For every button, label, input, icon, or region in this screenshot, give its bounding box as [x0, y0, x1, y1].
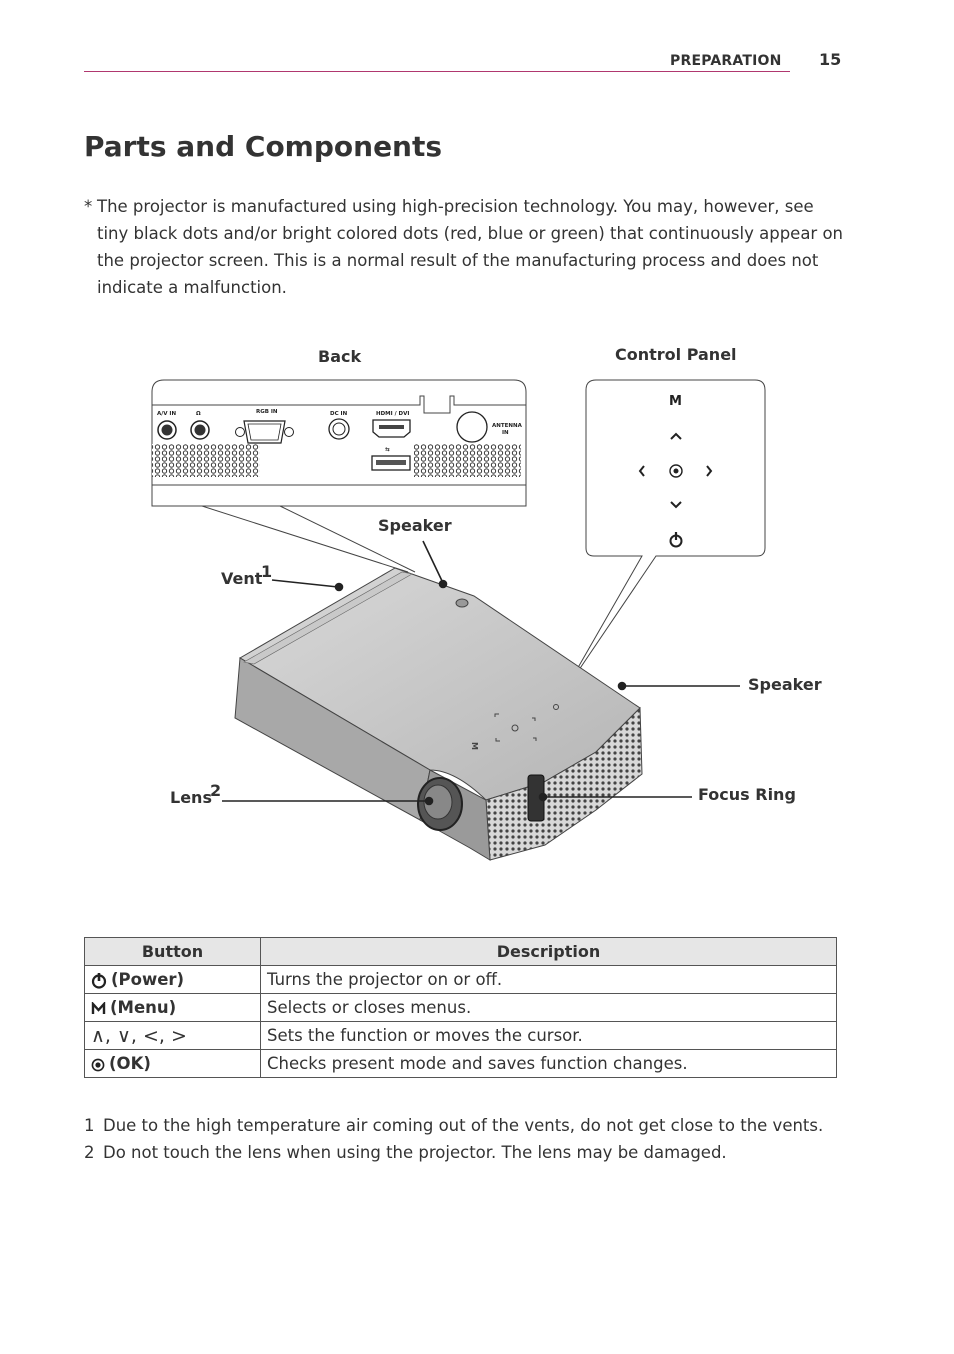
control-panel	[564, 380, 765, 692]
projector-figure	[0, 320, 954, 880]
footnote-text: Due to the high temperature air coming out of the vents, do not get close to the vents.	[103, 1116, 824, 1135]
button-name: (Menu)	[110, 998, 177, 1017]
page-title: Parts and Components	[84, 130, 443, 163]
av-in-label: A/V IN	[157, 411, 177, 417]
antenna-label-1: ANTENNA	[492, 423, 522, 429]
table-header-row	[85, 938, 837, 966]
ok-icon	[91, 1058, 105, 1072]
description-cell: Sets the function or moves the cursor.	[261, 1022, 837, 1050]
button-cell	[85, 1050, 261, 1078]
av-in-jack	[158, 421, 176, 439]
lens-label: Lens	[170, 788, 212, 807]
focus-ring-label: Focus Ring	[698, 785, 796, 804]
header-rule	[84, 71, 790, 72]
power-icon	[91, 972, 107, 989]
svg-text:⇆: ⇆	[385, 447, 390, 453]
footnote-text: Do not touch the lens when using the projector. The lens may be damaged.	[103, 1143, 727, 1162]
menu-icon	[91, 1002, 106, 1016]
button-name: (Power)	[111, 970, 185, 989]
control-menu-key: M	[669, 394, 682, 409]
headphone-label: Ω	[196, 411, 201, 417]
control-panel-label: Control Panel	[615, 345, 737, 364]
vent-footnote-ref: 1	[261, 562, 273, 581]
header-section: PREPARATION	[670, 53, 782, 69]
table-header-button: Button	[85, 938, 261, 966]
speaker-top-label: Speaker	[378, 516, 452, 535]
rgb-in-label: RGB IN	[256, 409, 278, 415]
button-cell	[85, 966, 261, 994]
description-cell: Turns the projector on or off.	[261, 966, 837, 994]
page-number: 15	[819, 50, 842, 69]
headphone-jack	[191, 421, 209, 439]
button-name: (OK)	[109, 1054, 151, 1073]
speaker-side-label: Speaker	[748, 675, 822, 694]
projector-body	[235, 568, 642, 860]
table-header-description: Description	[261, 938, 837, 966]
antenna-label-2: IN	[502, 430, 509, 436]
lens-footnote-ref: 2	[210, 781, 222, 800]
back-panel	[152, 380, 526, 506]
dc-in-label: DC IN	[330, 411, 348, 417]
button-cell	[85, 994, 261, 1022]
table-row	[85, 1050, 837, 1078]
hdmi-port	[373, 420, 410, 437]
note-text: The projector is manufactured using high-precision technology. You may, however, see tiny black dots and/or bright colored dots (red, blue or green) that continuously appear on the projector screen. This is a normal result of the manufacturing process and does not indicate a malfunction.	[97, 197, 844, 297]
hdmi-label: HDMI / DVI	[376, 411, 410, 417]
table-row	[85, 966, 837, 994]
svg-text:M: M	[470, 742, 479, 750]
footnote-number: 2	[84, 1143, 95, 1162]
button-cell	[85, 1022, 261, 1050]
footnote	[84, 1112, 824, 1139]
description-cell: Checks present mode and saves function changes.	[261, 1050, 837, 1078]
footnote-number: 1	[84, 1116, 95, 1135]
arrow-keys: ∧, ∨, <, >	[91, 1024, 187, 1047]
vent-label: Vent	[221, 569, 263, 588]
note	[84, 193, 844, 301]
button-table	[84, 937, 837, 1078]
back-label: Back	[318, 347, 362, 366]
table-row	[85, 1022, 837, 1050]
footnote	[84, 1139, 824, 1166]
dc-in-jack	[329, 419, 349, 439]
description-cell: Selects or closes menus.	[261, 994, 837, 1022]
table-row	[85, 994, 837, 1022]
note-marker: *	[84, 197, 93, 216]
antenna-port	[457, 412, 487, 442]
footnotes	[84, 1112, 824, 1166]
